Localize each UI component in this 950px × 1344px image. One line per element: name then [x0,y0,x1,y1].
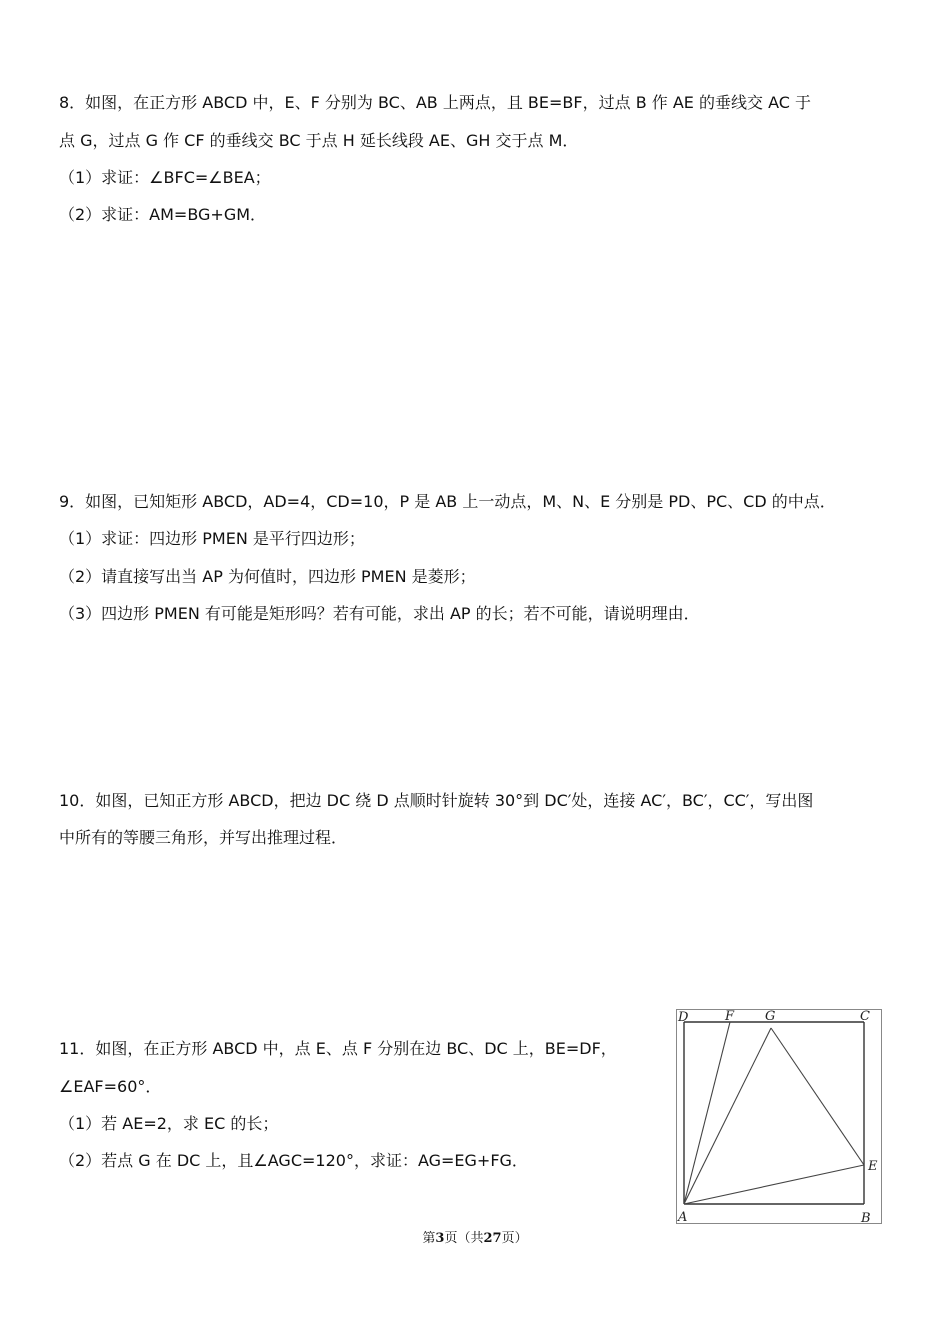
problem-11-line-2: ∠EAF=60°． [59,1077,162,1096]
label-f: F [725,1009,735,1024]
segment-ag [684,1028,771,1204]
problem-8-line-2: 点 G，过点 G 作 CF 的垂线交 BC 于点 H 延长线段 AE、GH 交于点 M． [59,131,579,150]
footer-middle: 页（共 [444,1231,484,1246]
figure-frame [677,1010,882,1224]
label-c: C [860,1009,870,1024]
label-b: B [861,1211,871,1226]
problem-9-part-2: （2）请直接写出当 AP 为何值时，四边形 PMEN 是菱形； [59,567,476,586]
problem-9-part-1: （1）求证：四边形 PMEN 是平行四边形； [59,529,365,548]
segment-ge [771,1028,864,1165]
problem-8-part-2: （2）求证：AM=BG+GM． [59,205,267,224]
problem-8-part-1: （1）求证：∠BFC=∠BEA； [59,168,271,187]
problem-8-line-1: 8．如图，在正方形 ABCD 中，E、F 分别为 BC、AB 上两点，且 BE=BF，过点 B 作 AE 的垂线交 AC 于 [59,93,811,112]
label-e: E [868,1159,878,1174]
page-footer [0,1230,950,1248]
problem-11-figure [675,1008,885,1226]
segment-ae [684,1165,864,1204]
footer-page-number: 3 [435,1231,445,1246]
label-g: G [765,1009,776,1024]
problem-9-line-1: 9．如图，已知矩形 ABCD，AD=4，CD=10，P 是 AB 上一动点，M、N、E 分别是 PD、PC、CD 的中点． [59,492,836,511]
problem-11-line-1: 11．如图，在正方形 ABCD 中，点 E、点 F 分别在边 BC、DC 上，BE=DF， [59,1039,617,1058]
segment-af [684,1022,730,1204]
geometry-diagram [675,1008,885,1226]
footer-prefix: 第 [422,1231,436,1246]
problem-10-line-1: 10．如图，已知正方形 ABCD，把边 DC 绕 D 点顺时针旋转 30°到 DC′处，连接 AC′，BC′，CC′，写出图 [59,791,814,810]
footer-total-pages: 27 [483,1231,502,1246]
footer-suffix: 页） [501,1231,528,1246]
problem-11-part-1: （1）若 AE=2，求 EC 的长； [59,1114,279,1133]
problem-11-part-2: （2）若点 G 在 DC 上，且∠AGC=120°，求证：AG=EG+FG． [59,1151,528,1170]
problem-9-part-3: （3）四边形 PMEN 有可能是矩形吗？若有可能，求出 AP 的长；若不可能，请说明理由． [59,604,700,623]
label-d: D [678,1010,689,1025]
problem-10-line-2: 中所有的等腰三角形，并写出推理过程． [59,828,348,847]
label-a: A [678,1210,688,1225]
